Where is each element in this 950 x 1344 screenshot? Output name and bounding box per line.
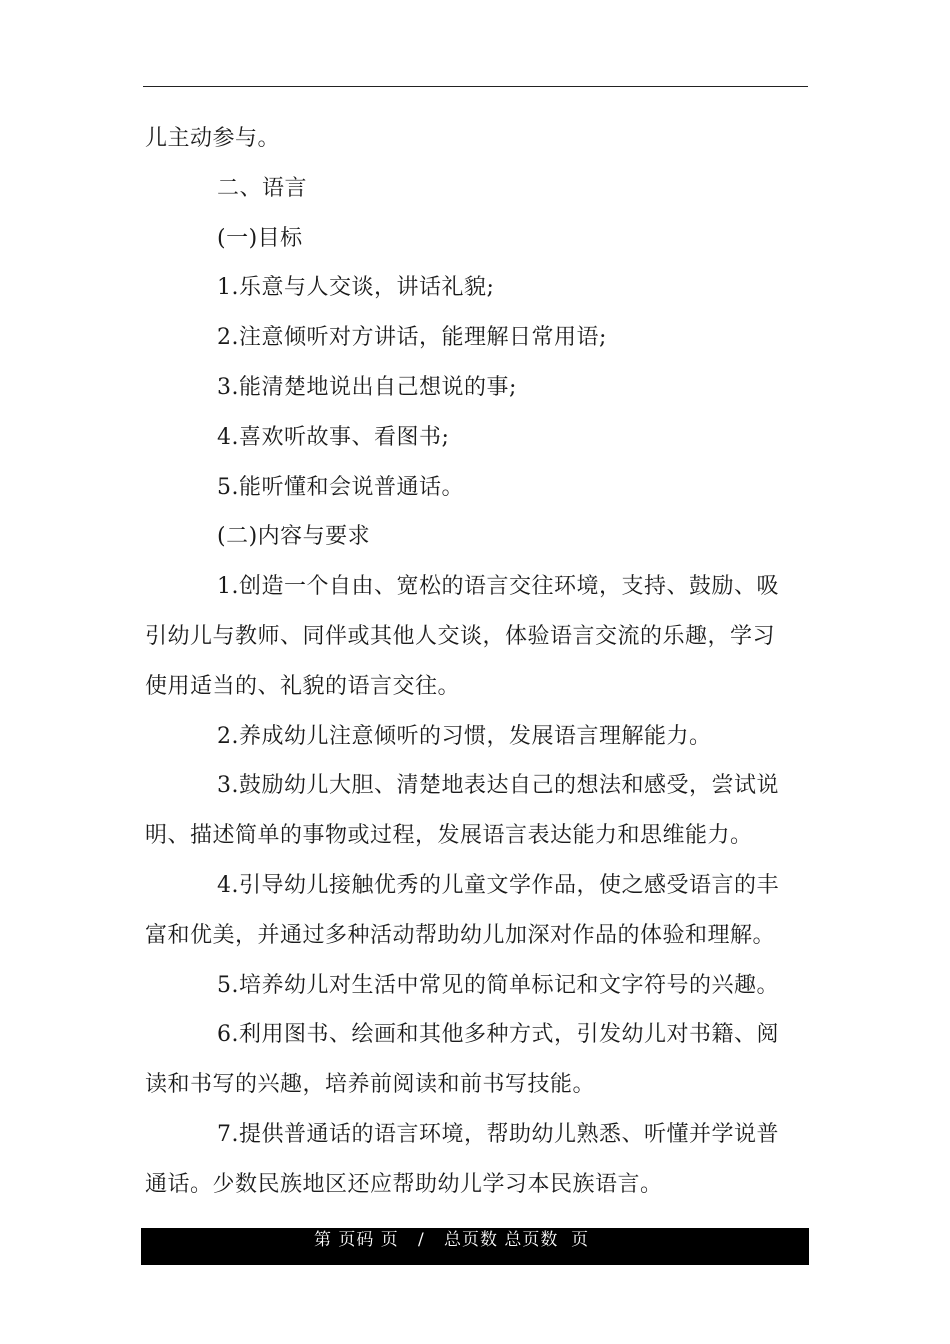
text-line: 5.培养幼儿对生活中常见的简单标记和文字符号的兴趣。 [217, 972, 779, 998]
text-line: 明、描述简单的事物或过程，发展语言表达能力和思维能力。 [145, 823, 753, 849]
page-number-text: 第 页码 页 / 总页数 总页数 页 [314, 1230, 590, 1250]
text-line: 富和优美，并通过多种活动帮助幼儿加深对作品的体验和理解。 [145, 922, 776, 948]
text-line: 4.喜欢听故事、看图书; [217, 424, 450, 450]
text-line: 1.创造一个自由、宽松的语言交往环境，支持、鼓励、吸 [217, 574, 779, 600]
text-line: 儿主动参与。 [145, 126, 281, 151]
text-line: 3.能清楚地说出自己想说的事; [217, 374, 517, 400]
text-line: 5.能听懂和会说普通话。 [217, 474, 464, 500]
text-line: 4.引导幼儿接触优秀的儿童文学作品，使之感受语言的丰 [217, 872, 779, 898]
text-line: 3.鼓励幼儿大胆、清楚地表达自己的想法和感受，尝试说 [217, 773, 779, 799]
document-body [145, 114, 810, 1210]
text-line: 二、语言 [217, 175, 308, 201]
text-line: 读和书写的兴趣，培养前阅读和前书写技能。 [145, 1072, 596, 1098]
text-line: 通话。少数民族地区还应帮助幼儿学习本民族语言。 [145, 1171, 663, 1197]
text-line: 2.注意倾听对方讲话，能理解日常用语; [217, 325, 607, 351]
text-line: (一)目标 [217, 225, 303, 251]
text-line: 7.提供普通话的语言环境，帮助幼儿熟悉、听懂并学说普 [217, 1121, 779, 1147]
text-line: 2.养成幼儿注意倾听的习惯，发展语言理解能力。 [217, 723, 712, 749]
text-line: 使用适当的、礼貌的语言交往。 [145, 673, 461, 699]
text-line: 1.乐意与人交谈，讲话礼貌; [217, 275, 495, 301]
page-footer [141, 1228, 809, 1265]
text-line: (二)内容与要求 [217, 524, 371, 550]
text-line: 6.利用图书、绘画和其他多种方式，引发幼儿对书籍、阅 [217, 1022, 779, 1048]
text-line: 引幼儿与教师、同伴或其他人交谈，体验语言交流的乐趣，学习 [145, 623, 776, 649]
header-rule [143, 86, 808, 87]
